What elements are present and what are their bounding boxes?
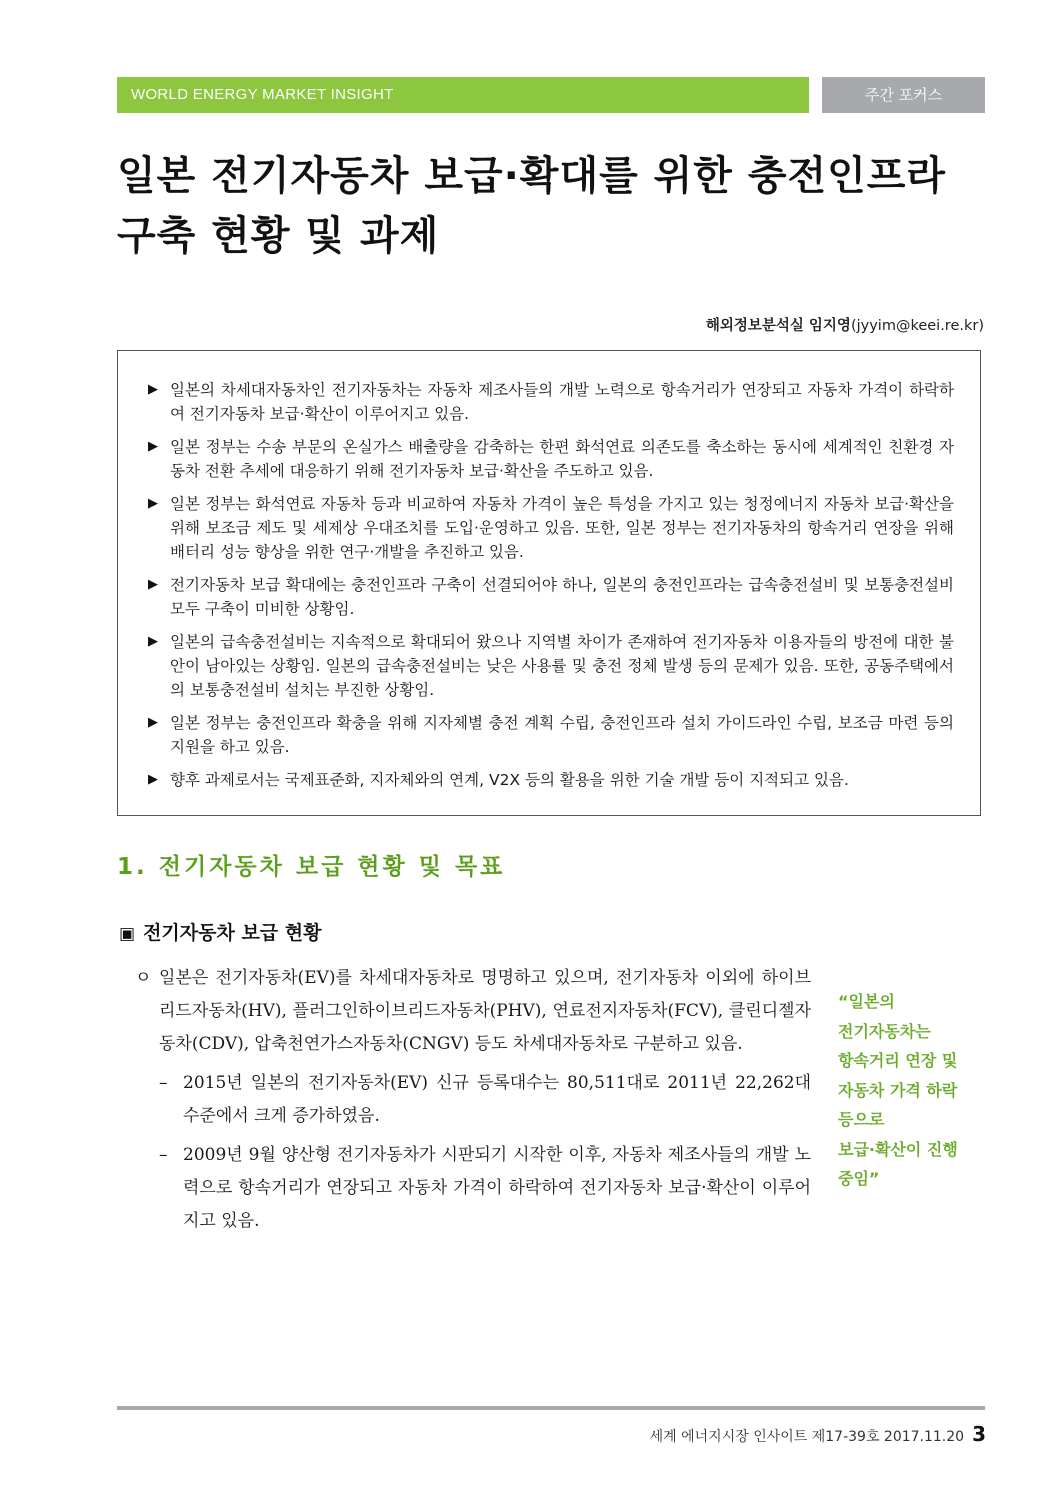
square-box-icon: ▣ <box>119 924 136 944</box>
summary-item <box>148 573 954 621</box>
summary-item <box>148 435 954 483</box>
series-banner <box>117 77 809 113</box>
subsection-heading-text: 전기자동차 보급 현황 <box>143 922 322 944</box>
summary-text: 일본 정부는 수송 부문의 온실가스 배출량을 감축하는 한편 화석연료 의존도를 축소하는 동시에 세계적인 친환경 자동차 전환 추세에 대응하기 위해 전기자동차 보급·확산을 주도하고 있음. <box>170 438 954 480</box>
dash-bullet-icon: – <box>159 1145 168 1165</box>
triangle-bullet-icon: ▶ <box>148 439 158 454</box>
summary-text: 일본 정부는 화석연료 자동차 등과 비교하여 자동차 가격이 높은 특성을 가지고 있는 청정에너지 자동차 보급·확산을 위해 보조금 제도 및 세제상 우대조치를 도입·운영하고 있음. 또한, 일본 정부는 전기자동차의 항속거리 연장을 위해 배터리 성능 향상을 위한 연구·개발을 추진하고 있음. <box>170 495 954 561</box>
body-text <box>135 962 811 1238</box>
publication-info: 세계 에너지시장 인사이트 제17-39호 2017.11.20 <box>649 1429 965 1445</box>
title-line-2: 구축 현황 및 과제 <box>117 213 440 259</box>
pull-quote-line: 등으로 <box>838 1110 885 1129</box>
pull-quote-line: 자동차 가격 하락 <box>838 1080 958 1100</box>
article-title <box>117 146 987 266</box>
author-email: (jyyim@keei.re.kr) <box>850 318 984 334</box>
section-tab <box>822 77 985 113</box>
pull-quote-line: 보급·확산이 진행 <box>838 1139 958 1159</box>
summary-text: 향후 과제로서는 국제표준화, 지자체와의 연계, V2X 등의 활용을 위한 기술 개발 등이 지적되고 있음. <box>170 771 849 789</box>
pull-quote-line: 중임” <box>838 1169 880 1188</box>
triangle-bullet-icon: ▶ <box>148 715 158 730</box>
summary-item <box>148 492 954 564</box>
triangle-bullet-icon: ▶ <box>148 382 158 397</box>
series-label: WORLD ENERGY MARKET INSIGHT <box>131 86 394 103</box>
summary-box <box>117 350 981 816</box>
circle-bullet-icon: ㅇ <box>135 968 152 988</box>
summary-text: 일본 정부는 충전인프라 확충을 위해 지자체별 충전 계획 수립, 충전인프라 설치 가이드라인 수립, 보조금 마련 등의 지원을 하고 있음. <box>170 714 954 756</box>
summary-item <box>148 378 954 426</box>
summary-item <box>148 768 954 792</box>
pull-quote-line: “일본의 <box>838 992 895 1011</box>
subsection-heading <box>119 918 321 945</box>
footer-divider <box>117 1406 985 1410</box>
pull-quote <box>838 987 988 1194</box>
main-bullet-text: 일본은 전기자동차(EV)를 차세대자동차로 명명하고 있으며, 전기자동차 이외에 하이브리드자동차(HV), 플러그인하이브리드자동차(PHV), 연료전지자동차(FCV), 클린디젤자동차(CDV), 압축천연가스자동차(CNGV) 등도 차세대자동차로 구분하고 있음. <box>159 968 811 1054</box>
summary-item <box>148 630 954 702</box>
summary-item <box>148 711 954 759</box>
author-name: 해외정보분석실 임지영 <box>705 318 851 334</box>
triangle-bullet-icon: ▶ <box>148 577 158 592</box>
pull-quote-line: 항속거리 연장 및 <box>838 1051 958 1070</box>
sub-bullet <box>135 1067 811 1133</box>
page-number: 3 <box>972 1422 986 1446</box>
pull-quote-line: 전기자동차는 <box>838 1021 931 1041</box>
triangle-bullet-icon: ▶ <box>148 772 158 787</box>
dash-bullet-icon: – <box>159 1073 168 1093</box>
summary-text: 일본의 차세대자동차인 전기자동차는 자동차 제조사들의 개발 노력으로 항속거리가 연장되고 자동차 가격이 하락하여 전기자동차 보급·확산이 이루어지고 있음. <box>170 381 954 423</box>
section-label: 주간 포커스 <box>864 86 943 104</box>
page-footer <box>650 1422 986 1446</box>
triangle-bullet-icon: ▶ <box>148 634 158 649</box>
author-byline <box>706 314 984 335</box>
main-bullet <box>135 962 811 1061</box>
sub-bullet <box>135 1139 811 1238</box>
triangle-bullet-icon: ▶ <box>148 496 158 511</box>
summary-text: 일본의 급속충전설비는 지속적으로 확대되어 왔으나 지역별 차이가 존재하여 전기자동차 이용자들의 방전에 대한 불안이 남아있는 상황임. 일본의 급속충전설비는 낮은 사용률 및 충전 정체 발생 등의 문제가 있음. 또한, 공동주택에서의 보통충전설비 설치는 부진한 상황임. <box>170 633 954 699</box>
sub-bullet-text: 2009년 9월 양산형 전기자동차가 시판되기 시작한 이후, 자동차 제조사들의 개발 노력으로 항속거리가 연장되고 자동차 가격이 하락하여 전기자동차 보급·확산이 이루어지고 있음. <box>183 1145 811 1231</box>
summary-text: 전기자동차 보급 확대에는 충전인프라 구축이 선결되어야 하나, 일본의 충전인프라는 급속충전설비 및 보통충전설비 모두 구축이 미비한 상황임. <box>170 576 954 618</box>
title-line-1: 일본 전기자동차 보급·확대를 위한 충전인프라 <box>117 153 947 199</box>
section-heading: 1. 전기자동차 보급 현황 및 목표 <box>117 854 506 880</box>
sub-bullet-text: 2015년 일본의 전기자동차(EV) 신규 등록대수는 80,511대로 2011년 22,262대 수준에서 크게 증가하였음. <box>183 1073 811 1126</box>
